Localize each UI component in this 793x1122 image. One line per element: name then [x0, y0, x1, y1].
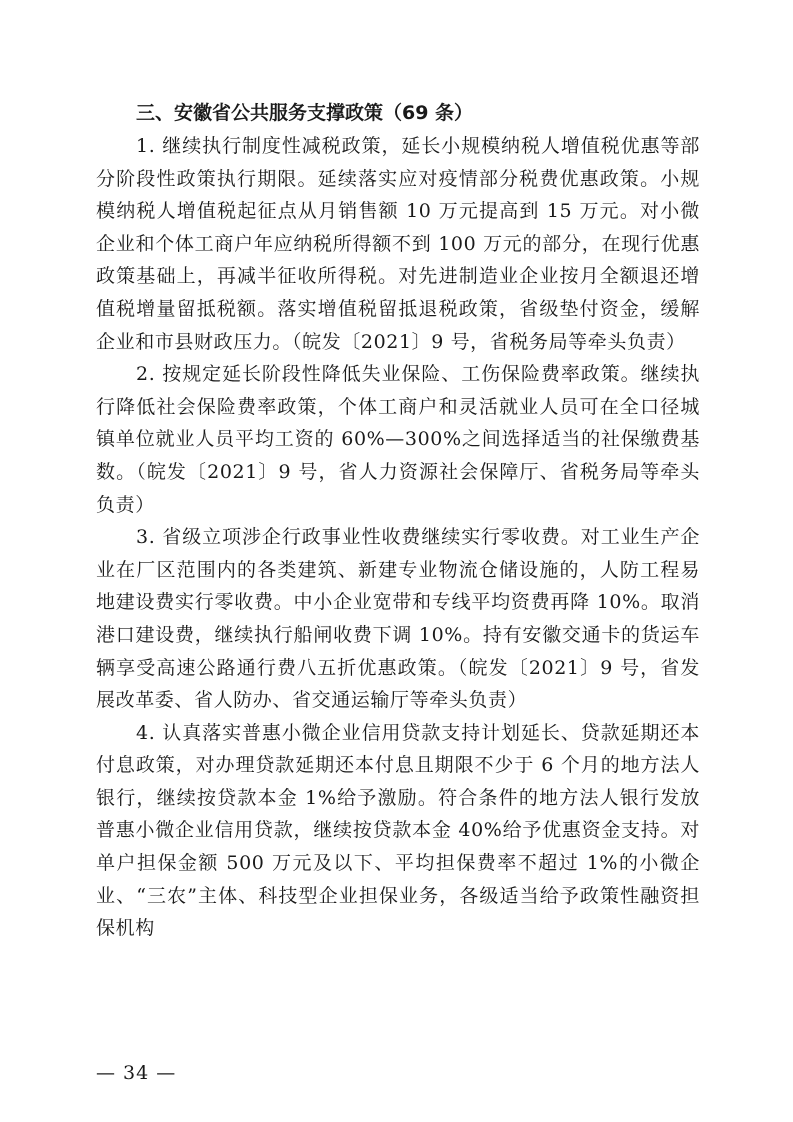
policy-paragraph-1: 1. 继续执行制度性减税政策，延长小规模纳税人增值税优惠等部分阶段性政策执行期限。延续落实应对疫情部分税费优惠政策。小规模纳税人增值税起征点从月销售额 10 万元提高到 15 万元。对小微企业和个体工商户年应纳税所得额不到 100 万元的部分，在现行优惠政策基础上，再减半征收所得税。对先进制造业企业按月全额退还增值税增量留抵税额。落实增值税留抵退税政策，省级垫付资金，缓解企业和市县财政压力。（皖发〔2021〕9 号，省税务局等牵头负责）: [96, 135, 700, 353]
page-number: — 34 —: [96, 1062, 177, 1084]
policy-paragraph-3: 3. 省级立项涉企行政事业性收费继续实行零收费。对工业生产企业在厂区范围内的各类建筑、新建专业物流仓储设施的，人防工程易地建设费实行零收费。中小企业宽带和专线平均资费再降 10%。取消港口建设费，继续执行船闸收费下调 10%。持有安徽交通卡的货运车辆享受高速公路通行费八五折优惠政策。（皖发〔2021〕9 号，省发展改革委、省人防办、省交通运输厅等牵头负责）: [96, 526, 700, 712]
policy-paragraph-4: 4. 认真落实普惠小微企业信用贷款支持计划延长、贷款延期还本付息政策，对办理贷款延期还本付息且期限不少于 6 个月的地方法人银行，继续按贷款本金 1%给予激励。符合条件的地方法人银行发放普惠小微企业信用贷款，继续按贷款本金 40%给予优惠资金支持。对单户担保金额 500 万元及以下、平均担保费率不超过 1%的小微企业、“三农”主体、科技型企业担保业务，各级适当给予政策性融资担保机构: [96, 721, 700, 940]
section-heading: 三、安徽省公共服务支撑政策（69 条）: [136, 102, 474, 124]
policy-paragraph-2: 2. 按规定延长阶段性降低失业保险、工伤保险费率政策。继续执行降低社会保险费率政策，个体工商户和灵活就业人员可在全口径城镇单位就业人员平均工资的 60%—300%之间选择适当的社保缴费基数。（皖发〔2021〕9 号，省人力资源社会保障厅、省税务局等牵头负责）: [96, 363, 700, 516]
document-page: [96, 96, 700, 945]
